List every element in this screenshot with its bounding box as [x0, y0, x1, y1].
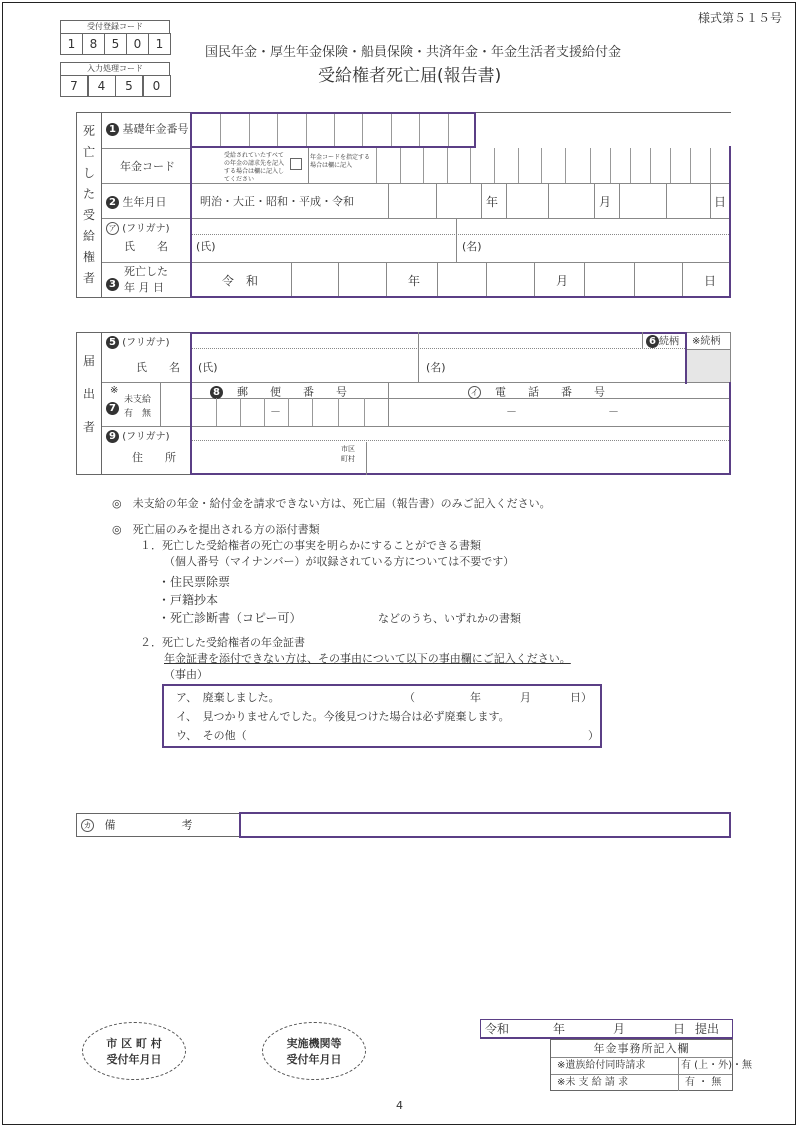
death-reiwa: 令 和 — [222, 274, 259, 288]
pension-number-divider — [334, 114, 335, 146]
reporter-section — [76, 332, 731, 475]
address-label: 住 所 — [132, 451, 176, 464]
reason-b[interactable]: イ、 見つかりませんでした。今後見つけた場合は必ず廃棄します。 — [176, 710, 510, 723]
pension-code-divider — [376, 148, 377, 183]
form-number: 様式第５１５号 — [697, 11, 782, 25]
pension-number-divider — [306, 114, 307, 146]
note-1: ◎ 未支給の年金・給付金を請求できない方は、死亡届（報告書）のみご記入ください。 — [112, 497, 551, 510]
postal-digit-divider — [216, 398, 217, 426]
phone-field[interactable] — [390, 400, 728, 424]
section-label-char: 受 — [82, 208, 95, 222]
code-digit: 5 — [104, 33, 127, 55]
pension-code-label: 年金コード — [120, 160, 175, 173]
birth-date-label: 2 生年月日 — [106, 196, 167, 209]
phone-label: イ 電 話 番 号 — [468, 386, 605, 399]
pension-number-divider — [249, 114, 250, 146]
deceased-furigana-label: ア (フリガナ) — [106, 222, 170, 235]
remarks-label: カ 備 考 — [81, 819, 193, 832]
pension-number-divider — [448, 114, 449, 146]
postal-dash: － — [270, 405, 281, 418]
note-2: ◎ 死亡届のみを提出される方の添付書類 — [112, 523, 320, 536]
postal-digit-divider — [264, 398, 265, 426]
submit-month: 月 — [613, 1022, 626, 1036]
section-label-char: 給 — [82, 229, 95, 243]
death-date-label-2: 年 月 日 — [124, 281, 164, 294]
doc-residence: ・住民票除票 — [158, 575, 231, 589]
era-options[interactable]: 明治・大正・昭和・平成・令和 — [200, 195, 354, 208]
page-number: 4 — [396, 1099, 403, 1112]
receipt-code-label-box — [60, 20, 170, 33]
death-day-unit: 日 — [704, 274, 717, 288]
reporter-name-label: 氏 名 — [136, 361, 180, 374]
death-month-unit: 月 — [556, 274, 569, 288]
pension-code-divider — [423, 148, 424, 183]
section-label-char: た — [82, 187, 95, 201]
reporter-section-label-box — [76, 332, 102, 475]
survivor-claim-value[interactable]: 有 (上・外)・無 — [681, 1060, 752, 1071]
pension-number-divider — [419, 114, 420, 146]
pension-code-divider — [590, 148, 591, 183]
death-date-num: 3 — [106, 274, 119, 293]
code-digit: 0 — [126, 33, 149, 55]
reason-a-paren: （ — [404, 691, 415, 704]
survivor-claim-label: ※遺族給付同時請求 — [557, 1060, 646, 1071]
code-digit: 0 — [143, 75, 171, 97]
section-label-char: し — [82, 166, 95, 180]
pension-number-field[interactable] — [190, 112, 476, 148]
office-entry-box — [550, 1039, 752, 1091]
relation-office-box — [686, 332, 731, 382]
pension-code-divider — [630, 148, 631, 183]
death-year-unit: 年 — [408, 274, 421, 288]
section-label-char: 亡 — [82, 145, 95, 159]
agency-stamp-line-1: 実施機関等 — [286, 1037, 342, 1050]
remarks-label-box — [76, 813, 240, 837]
birth-month-unit: 月 — [599, 195, 612, 209]
remarks-field[interactable] — [239, 812, 731, 838]
section-label-char: 権 — [82, 250, 95, 264]
pension-code-divider — [710, 148, 711, 183]
phone-dash-2: － — [608, 405, 619, 418]
pension-code-divider — [494, 148, 495, 183]
birth-day-unit: 日 — [714, 195, 727, 209]
code-digit: 1 — [148, 33, 171, 55]
pension-number-divider — [391, 114, 392, 146]
code-digit: 7 — [60, 75, 88, 97]
pension-code-divider — [650, 148, 651, 183]
relation-office-label: ※続柄 — [692, 336, 721, 347]
reason-a-year: 年 — [470, 691, 481, 704]
note-item-2: ２．死亡した受給権者の年金証書 — [140, 636, 305, 649]
phone-dash-1: － — [506, 405, 517, 418]
unpaid-num: 7 — [106, 398, 119, 417]
reason-a-day: 日） — [570, 691, 592, 704]
code-digit: 4 — [88, 75, 116, 97]
pension-code-divider — [565, 148, 566, 183]
city-label-2: 町村 — [341, 455, 355, 463]
pension-number-divider — [220, 114, 221, 146]
pension-number-divider — [362, 114, 363, 146]
unpaid-label-2[interactable]: 有 無 — [124, 409, 152, 419]
reporter-given-name-field[interactable]: (名) — [426, 361, 446, 374]
postal-digit-divider — [240, 398, 241, 426]
birth-year-unit: 年 — [486, 195, 499, 209]
pension-code-divider — [670, 148, 671, 183]
deceased-name-label: 氏 名 — [124, 240, 168, 253]
deceased-given-name-field[interactable]: (名) — [462, 240, 482, 253]
form-subtitle: 国民年金・厚生年金保険・船員保険・共済年金・年金生活者支援給付金 — [205, 45, 622, 60]
note-item-1b: （個人番号（マイナンバー）が収録されている方については不要です） — [164, 555, 515, 568]
doc-family-register: ・戸籍抄本 — [158, 593, 219, 607]
submit-label: 提出 — [695, 1022, 720, 1036]
pension-code-divider — [470, 148, 471, 183]
relation-label: 6 続柄 — [646, 335, 679, 348]
reporter-surname-field[interactable]: (氏) — [198, 361, 218, 374]
pension-code-field[interactable] — [190, 148, 731, 183]
doc-any-of: などのうち、いずれかの書類 — [378, 612, 521, 625]
pension-code-divider — [447, 148, 448, 183]
code-digit: 1 — [60, 33, 83, 55]
postal-digit-divider — [312, 398, 313, 426]
section-label-char: 出 — [82, 387, 95, 401]
input-code-label: 入力処理コード — [87, 64, 143, 73]
pension-code-divider — [518, 148, 519, 183]
reason-label: （事由） — [164, 668, 208, 681]
pension-code-checkbox[interactable] — [290, 158, 302, 170]
reporter-note-mark: ※ — [110, 385, 119, 396]
reason-a[interactable]: ア、 廃棄しました。 — [176, 691, 280, 704]
deceased-section-label-box — [76, 112, 102, 298]
submit-day: 日 — [673, 1022, 686, 1036]
deceased-surname-field[interactable]: (氏) — [196, 240, 216, 253]
postal-digit-divider — [338, 398, 339, 426]
city-label-1: 市区 — [341, 445, 355, 453]
postal-digit-divider — [288, 398, 289, 426]
city-stamp-line-1: 市 区 町 村 — [106, 1037, 162, 1050]
pension-code-divider — [400, 148, 401, 183]
pension-code-note-1: 受給されていたすべての年金の請求先を記入する場合は欄に記入してください — [224, 152, 285, 183]
doc-death-certificate: ・死亡診断書（コピー可） — [158, 611, 302, 625]
pension-code-divider — [690, 148, 691, 183]
city-receipt-stamp — [82, 1022, 186, 1080]
note-item-2b: 年金証書を添付できない方は、その事由について以下の事由欄にご記入ください。 — [164, 652, 571, 665]
postal-code-label: 8 郵 便 番 号 — [210, 386, 347, 399]
deceased-section — [76, 112, 731, 298]
reason-c[interactable]: ウ、 その他（ — [176, 729, 247, 742]
city-stamp-line-2: 受付年月日 — [106, 1053, 162, 1066]
postal-digit-divider — [364, 398, 365, 426]
input-code-label-box — [60, 62, 170, 75]
section-label-char: 者 — [82, 271, 95, 285]
unpaid-claim-label: ※未 支 給 請 求 — [557, 1077, 629, 1088]
pension-code-divider — [610, 148, 611, 183]
form-title: 受給権者死亡届(報告書) — [318, 66, 502, 86]
section-label-char: 死 — [82, 124, 95, 138]
death-date-label-1: 死亡した — [124, 265, 168, 278]
pension-code-note-2: 年金コードを指定する場合は欄に記入 — [310, 154, 371, 169]
agency-stamp-line-2: 受付年月日 — [286, 1053, 342, 1066]
submit-reiwa: 令和 — [485, 1022, 510, 1036]
submit-year: 年 — [553, 1022, 566, 1036]
reason-c-close: ） — [588, 729, 599, 742]
section-label-char: 者 — [82, 420, 95, 434]
pension-code-divider — [541, 148, 542, 183]
note-item-1: １．死亡した受給権者の死亡の事実を明らかにすることができる書類 — [140, 539, 481, 552]
submission-date-field[interactable] — [480, 1019, 733, 1039]
address-furigana-label: 9 (フリガナ) — [106, 430, 170, 443]
reason-a-month: 月 — [520, 691, 531, 704]
address-field[interactable] — [368, 442, 728, 473]
unpaid-label-1: 未支給 — [124, 395, 152, 405]
reporter-furigana-label: 5 (フリガナ) — [106, 336, 170, 349]
pension-number-divider — [277, 114, 278, 146]
code-digit: 5 — [115, 75, 143, 97]
section-label-char: 届 — [82, 354, 95, 368]
pension-number-label: 1 基礎年金番号 — [106, 123, 189, 136]
receipt-code-label: 受付登録コード — [87, 22, 143, 31]
office-entry-header: 年金事務所記入欄 — [593, 1042, 690, 1055]
agency-receipt-stamp — [262, 1022, 366, 1080]
reason-box[interactable] — [162, 684, 602, 748]
unpaid-claim-value[interactable]: 有 ・ 無 — [685, 1077, 722, 1088]
code-digit: 8 — [82, 33, 105, 55]
